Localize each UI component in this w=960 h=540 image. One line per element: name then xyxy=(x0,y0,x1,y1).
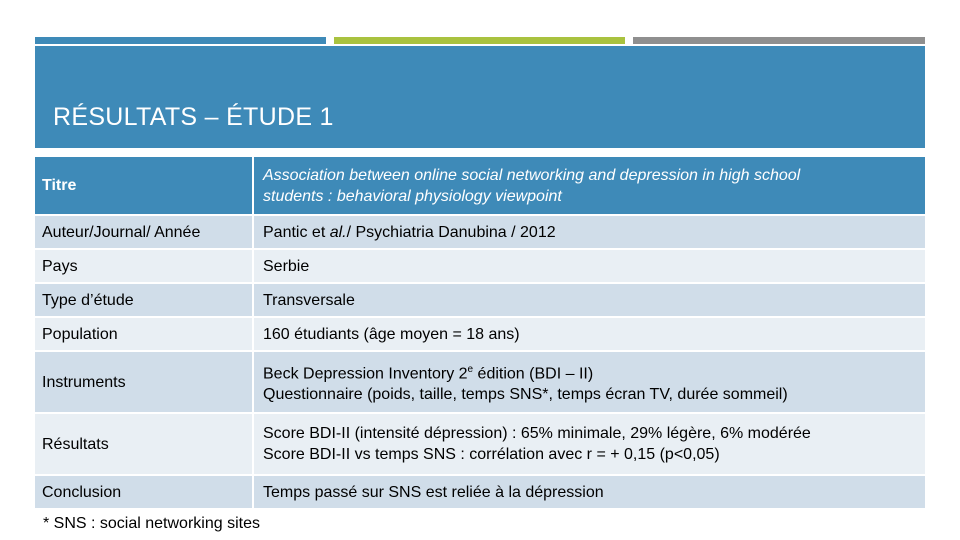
value-text: édition (BDI – II) xyxy=(473,365,594,383)
footnote: * SNS : social networking sites xyxy=(43,515,260,532)
table-row-population xyxy=(35,317,925,351)
slide-title: RÉSULTATS – ÉTUDE 1 xyxy=(53,103,334,131)
title-band xyxy=(35,46,925,148)
value-line: students : behavioral physiology viewpoint xyxy=(263,187,562,205)
value-line: Score BDI-II (intensité dépression) : 65% minimale, 29% légère, 6% modérée xyxy=(263,425,811,442)
row-value: Temps passé sur SNS est reliée à la dépression xyxy=(253,475,925,509)
value-line: Association between online social networking and depression in high school xyxy=(263,166,801,184)
row-value xyxy=(253,351,925,413)
row-value: Serbie xyxy=(253,249,925,283)
row-label: Résultats xyxy=(42,435,109,453)
top-stripe-gray xyxy=(633,37,925,44)
top-stripe-green xyxy=(334,37,625,44)
table-row-resultats xyxy=(35,413,925,475)
value-text: Pantic et xyxy=(263,223,330,241)
row-value: Transversale xyxy=(253,283,925,317)
study-info-table xyxy=(35,157,925,510)
value-italic: al. xyxy=(329,223,347,241)
row-label: Conclusion xyxy=(42,483,122,501)
table-row-pays xyxy=(35,249,925,283)
row-label: Auteur/Journal/ Année xyxy=(42,223,201,241)
table-row-type-etude xyxy=(35,283,925,317)
row-label: Titre xyxy=(42,177,77,194)
value-text: Beck Depression Inventory 2 xyxy=(263,365,468,383)
table-row-conclusion xyxy=(35,475,925,509)
row-label: Type d’étude xyxy=(42,291,134,309)
table-row-auteur xyxy=(35,215,925,249)
row-label: Population xyxy=(42,325,118,343)
row-value xyxy=(253,157,925,215)
value-line xyxy=(263,359,918,384)
value-superscript: e xyxy=(467,363,474,375)
row-label: Instruments xyxy=(42,373,126,391)
row-value xyxy=(253,413,925,475)
row-label: Pays xyxy=(42,257,78,275)
table-row-instruments xyxy=(35,351,925,413)
value-line: Questionnaire (poids, taille, temps SNS*, temps écran TV, durée sommeil) xyxy=(263,386,788,404)
value-line: Score BDI-II vs temps SNS : corrélation avec r = + 0,15 (p<0,05) xyxy=(263,446,720,463)
top-stripe-blue xyxy=(35,37,326,44)
table-row-titre xyxy=(35,157,925,215)
row-value xyxy=(253,215,925,249)
row-value: 160 étudiants (âge moyen = 18 ans) xyxy=(253,317,925,351)
value-text: / Psychiatria Danubina / 2012 xyxy=(346,223,556,241)
